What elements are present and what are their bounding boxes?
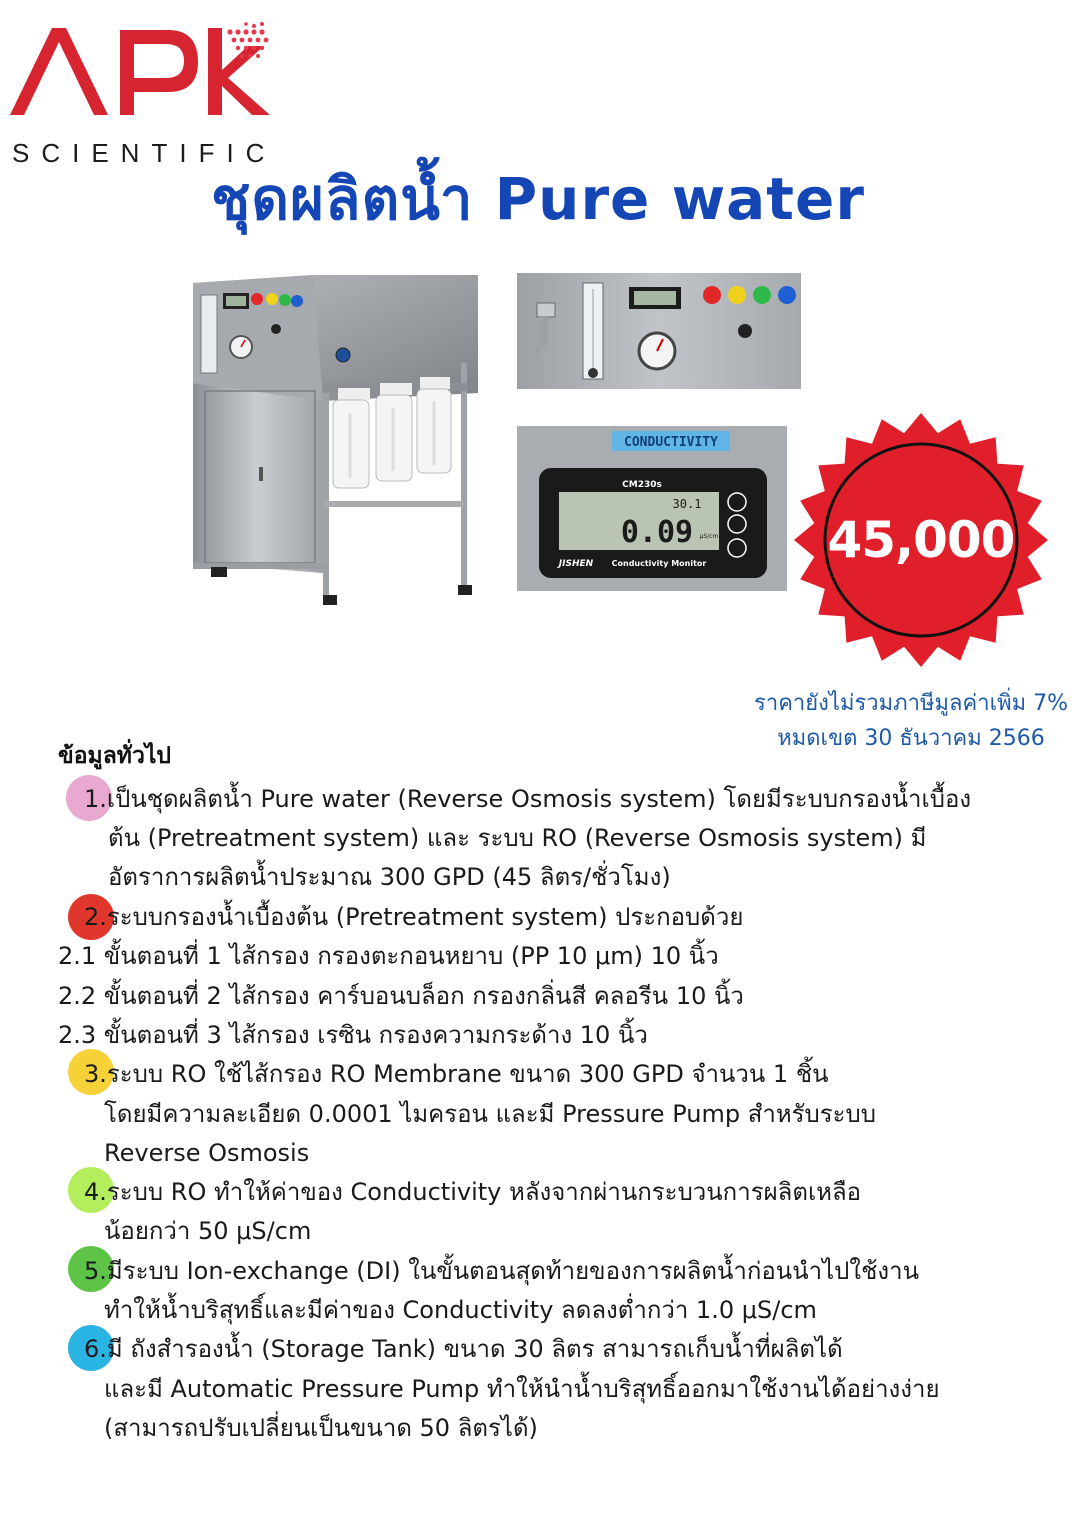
spec-line: (สามารถปรับเปลี่ยนเป็นขนาด 50 ลิตรได้) — [104, 1414, 538, 1442]
price-badge — [793, 412, 1049, 668]
spec-line: 2.1 ขั้นตอนที่ 1 ไส้กรอง กรองตะกอนหยาบ (PP 10 μm) 10 นิ้ว — [58, 942, 719, 970]
spec-line: ต้น (Pretreatment system) และ ระบบ RO (Reverse Osmosis system) มี — [108, 824, 927, 852]
page-title: ชุดผลิตน้ำ Pure water — [211, 165, 865, 233]
conductivity-monitor-photo — [517, 426, 787, 591]
apk-logo-mark — [8, 20, 273, 135]
spec-line: โดยมีความละเอียด 0.0001 ไมครอน และมี Pressure Pump สำหรับระบบ — [104, 1100, 877, 1128]
price-note — [754, 686, 1068, 756]
spec-line: 6.มี ถังสำรองน้ำ (Storage Tank) ขนาด 30 ลิตร สามารถเก็บน้ำที่ผลิตได้ — [84, 1335, 843, 1363]
machine-photo — [183, 273, 483, 618]
vat-note: ราคายังไม่รวมภาษีมูลค่าเพิ่ม 7% — [754, 691, 1068, 716]
spec-line: Reverse Osmosis — [104, 1139, 310, 1167]
apk-logo — [8, 20, 277, 168]
spec-line: 2.ระบบกรองน้ำเบื้องต้น (Pretreatment system) ประกอบด้วย — [84, 903, 744, 931]
control-panel-photo — [517, 273, 801, 389]
spec-line: 4.ระบบ RO ทำให้ค่าของ Conductivity หลังจากผ่านกระบวนการผลิตเหลือ — [84, 1178, 862, 1206]
price-amount: 45,000 — [827, 511, 1015, 569]
monitor-caption: Conductivity Monitor — [611, 559, 707, 568]
logo-subtitle: SCIENTIFIC — [12, 138, 277, 168]
spec-line: 2.2 ขั้นตอนที่ 2 ไส้กรอง คาร์บอนบล็อก กรองกลิ่นสี คลอรีน 10 นิ้ว — [58, 982, 744, 1010]
spec-line: ทำให้น้ำบริสุทธิ์และมีค่าของ Conductivity ลดลงต่ำกว่า 1.0 μS/cm — [104, 1296, 817, 1324]
monitor-unit: μS/cm — [699, 533, 719, 540]
monitor-value: 0.09 — [620, 515, 694, 550]
expiry-note: หมดเขต 30 ธันวาคม 2566 — [777, 726, 1045, 751]
spec-line: 5.มีระบบ Ion-exchange (DI) ในขั้นตอนสุดท้ายของการผลิตน้ำก่อนนำไปใช้งาน — [84, 1257, 919, 1285]
spec-line: และมี Automatic Pressure Pump ทำให้นำน้ำบริสุทธิ์ออกมาใช้งานได้อย่างง่าย — [104, 1375, 940, 1403]
monitor-temp: 30.1 — [672, 497, 702, 511]
spec-line: 3.ระบบ RO ใช้ไส้กรอง RO Membrane ขนาด 300 GPD จำนวน 1 ชิ้น — [84, 1060, 829, 1088]
spec-line: อัตราการผลิตน้ำประมาณ 300 GPD (45 ลิตร/ชั่วโมง) — [108, 863, 671, 891]
monitor-brand: JISHEN — [558, 559, 594, 569]
section-title: ข้อมูลทั่วไป — [58, 743, 172, 769]
conductivity-sign: CONDUCTIVITY — [624, 435, 718, 450]
spec-line: น้อยกว่า 50 μS/cm — [104, 1217, 312, 1245]
spec-line: 1.เป็นชุดผลิตน้ำ Pure water (Reverse Osmosis system) โดยมีระบบกรองน้ำเบื้อง — [84, 785, 972, 813]
monitor-model: CM230s — [622, 480, 662, 490]
spec-line: 2.3 ขั้นตอนที่ 3 ไส้กรอง เรซิน กรองความกระด้าง 10 นิ้ว — [58, 1021, 648, 1049]
